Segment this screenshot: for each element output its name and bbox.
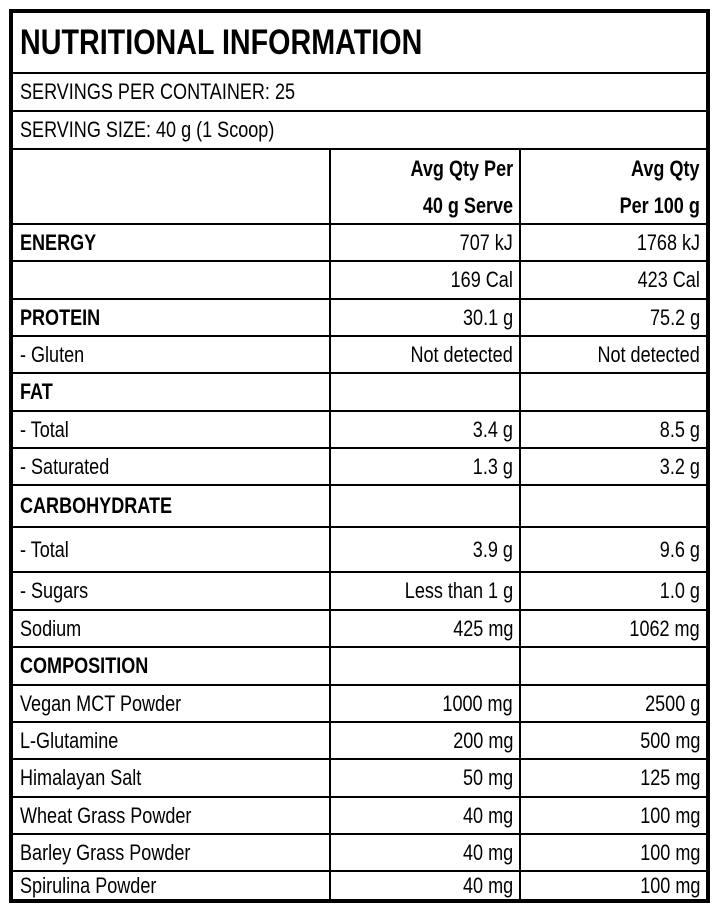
ingredient-per100-value: 125 mg [639,765,700,790]
composition-row [13,686,706,723]
panel-title: NUTRITIONAL INFORMATION [20,22,423,62]
ingredient-per100-value: 100 mg [639,802,700,828]
serving-size: SERVING SIZE: 40 g (1 Scoop) [20,117,275,142]
nutrient-label: - Total [20,536,69,562]
composition-row [13,835,706,872]
header-serve-line2: 40 g Serve [422,192,513,218]
column-divider-2 [519,150,521,899]
nutrient-label: - Sugars [20,578,89,603]
ingredient-name: Wheat Grass Powder [20,802,192,828]
ingredient-name: Barley Grass Powder [20,839,191,865]
nutrient-label: ENERGY [20,229,97,255]
ingredient-name: Himalayan Salt [20,765,142,790]
header-serve-line1: Avg Qty Per [410,155,513,181]
nutrient-per100-value: 1768 kJ [636,229,700,255]
serving-size-row [13,112,706,150]
composition-row [13,723,706,760]
ingredient-per100-value: 100 mg [639,872,700,898]
ingredient-name: L-Glutamine [20,727,119,753]
ingredient-name: Vegan MCT Powder [20,690,182,716]
nutrient-serve-value: 3.9 g [472,536,513,562]
nutrient-row [13,573,706,611]
nutrient-row [13,262,706,300]
nutrient-label: CARBOHYDRATE [20,493,173,518]
ingredient-serve-value: 50 mg [462,765,513,790]
header-blank-cell [13,150,329,223]
nutrient-row [13,300,706,337]
nutrient-label: Sodium [20,615,82,641]
composition-header-row [13,648,706,686]
ingredient-per100-value: 500 mg [639,727,700,753]
nutrient-label: - Saturated [20,453,110,479]
nutrient-serve-value: 169 Cal [450,267,513,292]
composition-row [13,760,706,798]
nutrient-serve-value: 30.1 g [462,304,513,330]
nutrient-per100-value: 423 Cal [637,267,700,292]
nutrient-serve-value: 1.3 g [472,453,513,479]
ingredient-name: Spirulina Powder [20,872,157,898]
nutrient-per100-value: 1.0 g [659,578,700,603]
nutrient-label: - Gluten [20,341,85,367]
nutrient-label: PROTEIN [20,304,101,330]
nutrient-per100-value: 1062 mg [629,615,700,641]
ingredient-per100-value: 100 mg [639,839,700,865]
nutrient-label: FAT [20,379,53,404]
nutrient-per100-value: 9.6 g [659,536,700,562]
nutrient-serve-value: 3.4 g [472,416,513,442]
nutrient-row [13,486,706,528]
header-per100-cell [521,150,706,223]
title-row [13,13,706,74]
servings-per-container: SERVINGS PER CONTAINER: 25 [20,79,296,104]
header-per100-line2: Per 100 g [619,192,700,218]
nutrient-per100-value: 75.2 g [649,304,700,330]
ingredient-serve-value: 200 mg [452,727,513,753]
nutrition-panel [9,9,710,903]
header-per100-line1: Avg Qty [631,155,700,181]
servings-row [13,74,706,112]
nutrient-per100-value: Not detected [597,341,700,367]
ingredient-per100-value: 2500 g [644,690,700,716]
nutrient-row [13,225,706,262]
nutrient-per100-value: 3.2 g [659,453,700,479]
composition-row [13,872,706,899]
composition-row [13,798,706,835]
nutrient-serve-value: Not detected [410,341,513,367]
nutrient-label: - Total [20,416,69,442]
nutrient-serve-value: Less than 1 g [404,578,513,603]
nutrient-per100-value: 8.5 g [659,416,700,442]
ingredient-serve-value: 40 mg [462,802,513,828]
nutrient-row [13,337,706,374]
nutrient-row [13,611,706,648]
column-header-row [13,150,706,225]
column-divider-1 [329,150,331,899]
nutrient-serve-value: 707 kJ [459,229,513,255]
nutrient-row [13,412,706,449]
nutrient-row [13,374,706,412]
header-serve-cell [331,150,519,223]
ingredient-serve-value: 40 mg [462,839,513,865]
nutrient-row [13,528,706,573]
nutrient-serve-value: 425 mg [452,615,513,641]
composition-label: COMPOSITION [20,653,149,678]
ingredient-serve-value: 1000 mg [442,690,513,716]
nutrient-row [13,449,706,486]
ingredient-serve-value: 40 mg [462,872,513,898]
